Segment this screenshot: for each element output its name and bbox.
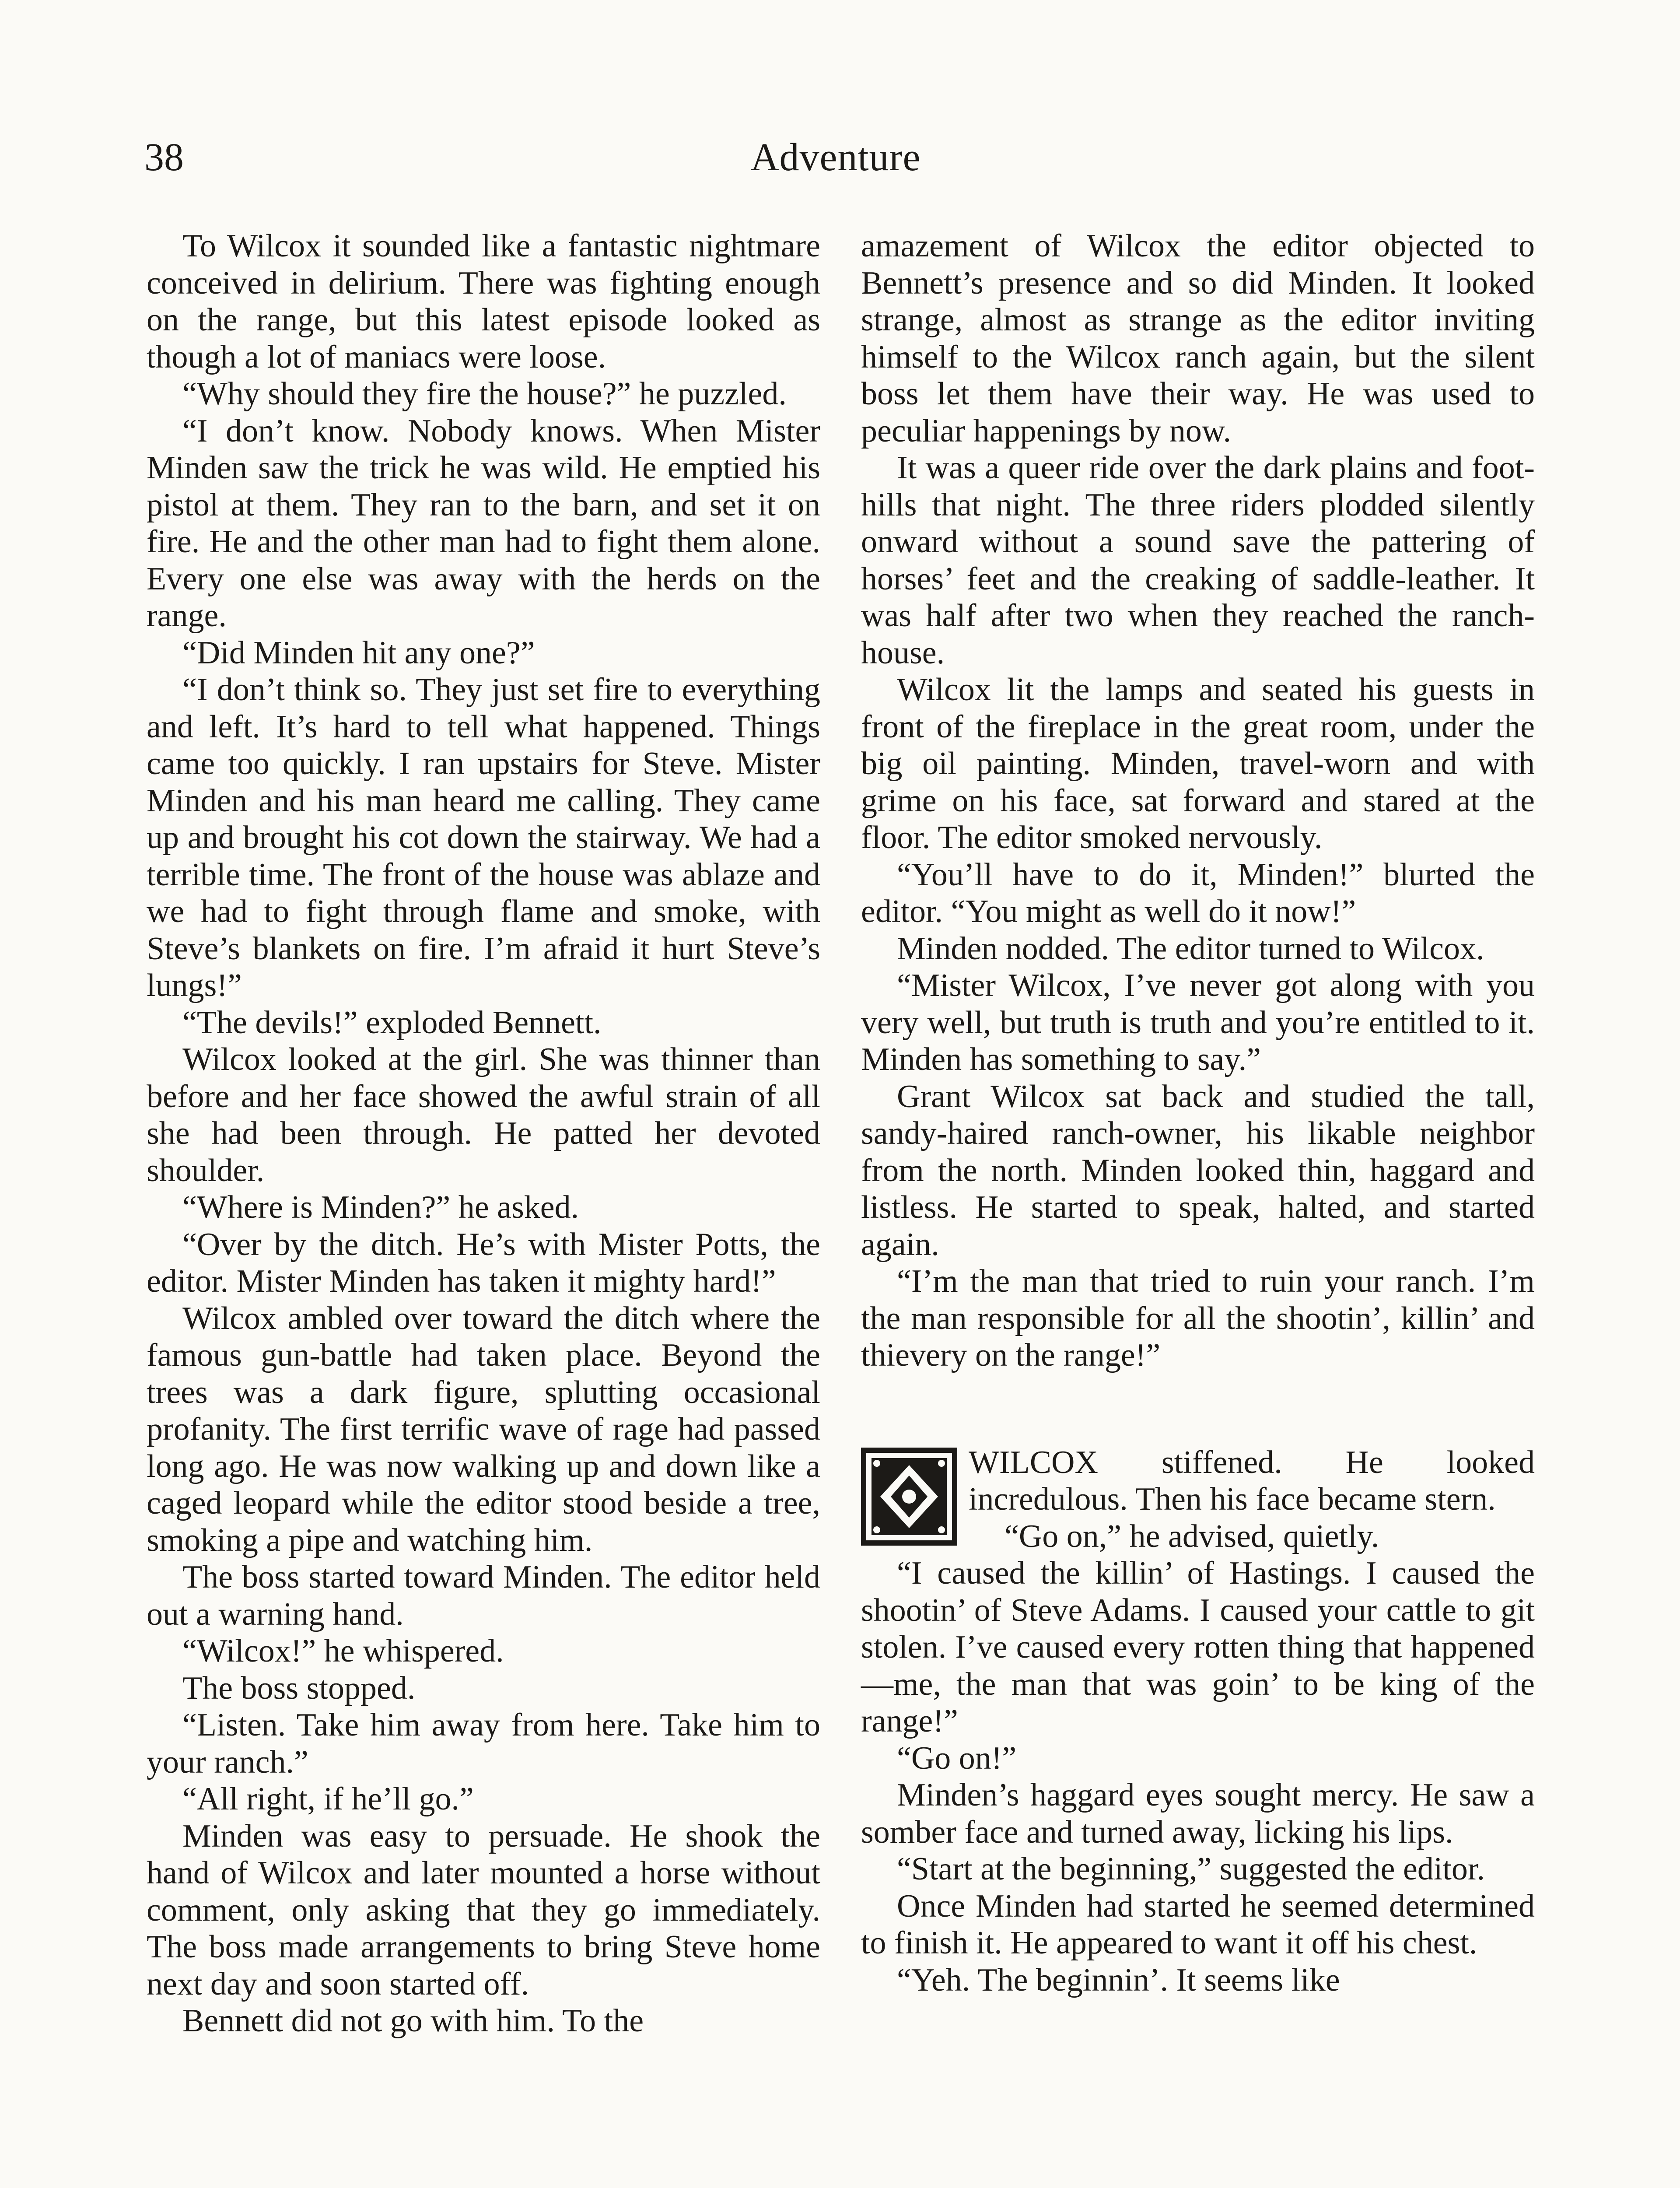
paragraph: Minden was easy to persuade. He shook the hand of Wilcox and later mounted a horse without comment, only asking that they go immediately. The boss made arrangements to bring Steve home next day and soon started off. <box>147 1818 820 2002</box>
paragraph: “The devils!” exploded Bennett. <box>182 1004 602 1041</box>
paragraph: Minden nodded. The editor turned to Wilcox. <box>897 930 1484 967</box>
section-break <box>861 1374 1535 1444</box>
paragraph: “Go on!” <box>897 1740 1017 1776</box>
paragraph: “Did Minden hit any one?” <box>182 635 535 671</box>
page-header <box>0 131 1680 184</box>
paragraph: “Wilcox!” he whispered. <box>182 1633 504 1669</box>
paragraph: “All right, if he’ll go.” <box>182 1781 474 1817</box>
paragraph: “I’m the man that tried to ruin your ranch. I’m the man responsible for all the shootin’, killin’ and thievery on the range!” <box>861 1263 1535 1373</box>
running-title: Adventure <box>750 136 921 179</box>
paragraph: Wilcox looked at the girl. She was thinner than before and her face showed the awful strain of all she had been through. He patted her devoted shoulder. <box>147 1041 820 1189</box>
dropcap-paragraph <box>861 1444 1535 1518</box>
paragraph: “Where is Minden?” he asked. <box>182 1189 579 1225</box>
paragraph: Grant Wilcox sat back and studied the tall, sandy-haired ranch-owner, his likable neighbor from the north. Minden looked thin, haggard and listless. He started to speak, halted, and started again. <box>861 1078 1535 1262</box>
paragraph: Wilcox ambled over toward the ditch where the famous gun-battle had taken place. Beyond the trees was a dark figure, splutting occasional profanity. The first terrific wave of rage had passed long ago. He was now walking up and down like a caged leopard while the editor stood beside a tree, smoking a pipe and watching him. <box>147 1300 820 1558</box>
paragraph: “Mister Wilcox, I’ve never got along with you very well, but truth is truth and you’re entitled to it. Minden has something to say.” <box>861 968 1535 1077</box>
paragraph: It was a queer ride over the dark plains and foot-hills that night. The three riders plodded silently onward without a sound save the pattering of horses’ feet and the creaking of saddle-leather. It was half after two when they reached the ranch-house. <box>861 450 1535 671</box>
paragraph: “I don’t know. Nobody knows. When Mister Minden saw the trick he was wild. He emptied his pistol at them. They ran to the barn, and set it on fire. He and the other man had to fight them alone. Every one else was away with the herds on the range. <box>147 413 820 634</box>
paragraph: Wilcox lit the lamps and seated his guests in front of the fireplace in the great room, under the big oil painting. Minden, travel-worn and with grime on his face, sat forward and stared at the floor. The editor smoked nervously. <box>861 672 1535 856</box>
right-column <box>861 228 1535 1999</box>
left-column <box>147 228 820 2040</box>
paragraph: The boss started toward Minden. The editor held out a warning hand. <box>147 1559 820 1632</box>
dropcap-text: WILCOX stiffened. He looked incredulous. Then his face became stern. <box>969 1444 1535 1517</box>
continued-paragraph: amazement of Wilcox the editor objected to Bennett’s presence and so did Minden. It looked strange, almost as strange as the editor inviting himself to the Wilcox ranch again, but the silent boss let them have their way. He was used to peculiar happenings by now. <box>861 228 1535 449</box>
ornamental-dropcap-icon <box>861 1448 957 1546</box>
page-number: 38 <box>144 136 184 179</box>
paragraph: Bennett did not go with him. To the <box>182 2003 644 2039</box>
paragraph: “I caused the killin’ of Hastings. I caused the shootin’ of Steve Adams. I caused your cattle to git stolen. I’ve caused every rotten thing that happened—me, the man that was goin’ to be king of the range!” <box>861 1555 1535 1739</box>
paragraph: “Listen. Take him away from here. Take him to your ranch.” <box>147 1707 820 1780</box>
paragraph: “Go on,” he advised, quietly. <box>1004 1518 1379 1554</box>
paragraph: The boss stopped. <box>182 1670 416 1706</box>
paragraph: To Wilcox it sounded like a fantastic nightmare conceived in delirium. There was fighting enough on the range, but this latest episode looked as though a lot of maniacs were loose. <box>147 228 820 375</box>
paragraph: Once Minden had started he seemed determined to finish it. He appeared to want it off his chest. <box>861 1888 1535 1961</box>
paragraph: “Over by the ditch. He’s with Mister Potts, the editor. Mister Minden has taken it mighty hard!” <box>147 1226 820 1299</box>
paragraph: Minden’s haggard eyes sought mercy. He saw a somber face and turned away, licking his lips. <box>861 1777 1535 1850</box>
paragraph: “Why should they fire the house?” he puzzled. <box>182 376 787 412</box>
paragraph: “I don’t think so. They just set fire to everything and left. It’s hard to tell what happened. Things came too quickly. I ran upstairs for Steve. Mister Minden and his man heard me calling. They came up and brought his cot down the stairway. We had a terrible time. The front of the house was ablaze and we had to fight through flame and smoke, with Steve’s blankets on fire. I’m afraid it hurt Steve’s lungs!” <box>147 672 820 1003</box>
paragraph: “Start at the beginning,” suggested the editor. <box>897 1851 1485 1887</box>
paragraph: “Yeh. The beginnin’. It seems like <box>897 1962 1340 1998</box>
paragraph: “You’ll have to do it, Minden!” blurted the editor. “You might as well do it now!” <box>861 856 1535 929</box>
